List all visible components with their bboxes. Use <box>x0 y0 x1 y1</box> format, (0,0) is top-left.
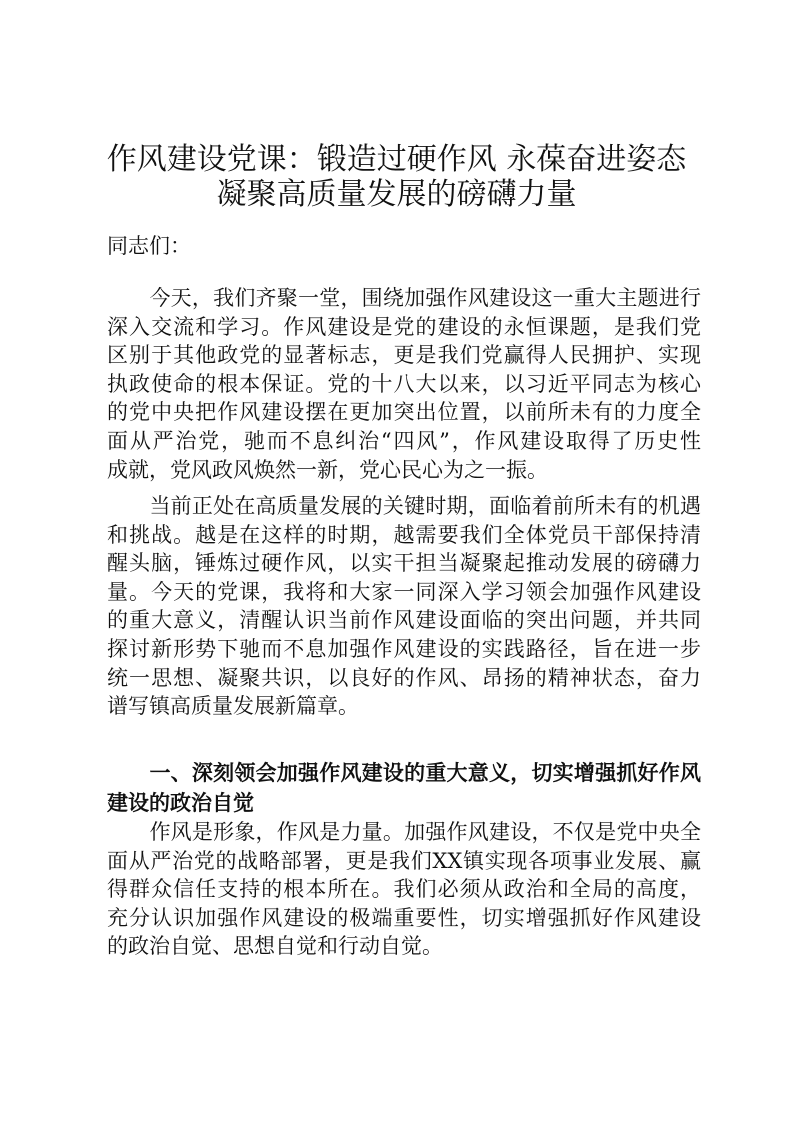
greeting-text: 同志们： <box>107 234 191 258</box>
text-line: 深入交流和学习。作风建设是党的建设的永恒课题，是我们党 <box>107 314 701 339</box>
greeting <box>107 232 701 261</box>
text-line: 的重大意义，清醒认识当前作风建设面临的突出问题，并共同 <box>107 608 701 633</box>
section-heading-1 <box>107 758 701 818</box>
text-line: 醒头脑，锤炼过硬作风，以实干担当凝聚起推动发展的磅礴力 <box>107 551 701 576</box>
paragraph-section-1 <box>107 818 701 961</box>
paragraph-intro <box>107 284 701 484</box>
text-line: 面从严治党，驰而不息纠治“四风”，作风建设取得了历史性 <box>107 428 701 453</box>
text-line: 今天，我们齐聚一堂，围绕加强作风建设这一重大主题进行 <box>107 286 701 310</box>
text-line: 和挑战。越是在这样的时期，越需要我们全体党员干部保持清 <box>107 522 701 547</box>
text-line: 建设的政治自觉 <box>107 790 254 815</box>
text-line: 一、深刻领会加强作风建设的重大意义，切实增强抓好作风 <box>107 760 701 785</box>
text-line: 的党中央把作风建设摆在更加突出位置，以前所未有的力度全 <box>107 400 701 425</box>
title-line-1: 作风建设党课：锻造过硬作风 永葆奋进姿态 <box>106 142 687 177</box>
text-line: 统一思想、凝聚共识，以良好的作风、昂扬的精神状态，奋力 <box>107 665 701 690</box>
text-line: 探讨新形势下驰而不息加强作风建设的实践路径，旨在进一步 <box>107 636 701 661</box>
paragraph-context <box>107 492 701 721</box>
text-line: 谱写镇高质量发展新篇章。 <box>107 694 359 719</box>
title-line-2: 凝聚高质量发展的磅礴力量 <box>216 177 577 212</box>
text-line: 量。今天的党课，我将和大家一同深入学习领会加强作风建设 <box>107 579 701 604</box>
text-line: 充分认识加强作风建设的极端重要性，切实增强抓好作风建设 <box>107 905 701 930</box>
text-line: 当前正处在高质量发展的关键时期，面临着前所未有的机遇 <box>107 494 701 518</box>
text-line: 区别于其他政党的显著标志，更是我们党赢得人民拥护、实现 <box>107 343 701 368</box>
text-line: 执政使命的根本保证。党的十八大以来，以习近平同志为核心 <box>107 371 701 396</box>
text-line: 作风是形象，作风是力量。加强作风建设，不仅是党中央全 <box>107 820 701 844</box>
text-line: 得群众信任支持的根本所在。我们必须从政治和全局的高度， <box>107 877 701 902</box>
text-line: 面从严治党的战略部署，更是我们XX镇实现各项事业发展、赢 <box>107 848 701 873</box>
text-line: 成就，党风政风焕然一新，党心民心为之一振。 <box>107 457 548 482</box>
document-title <box>60 142 733 212</box>
text-line: 的政治自觉、思想自觉和行动自觉。 <box>107 934 443 959</box>
